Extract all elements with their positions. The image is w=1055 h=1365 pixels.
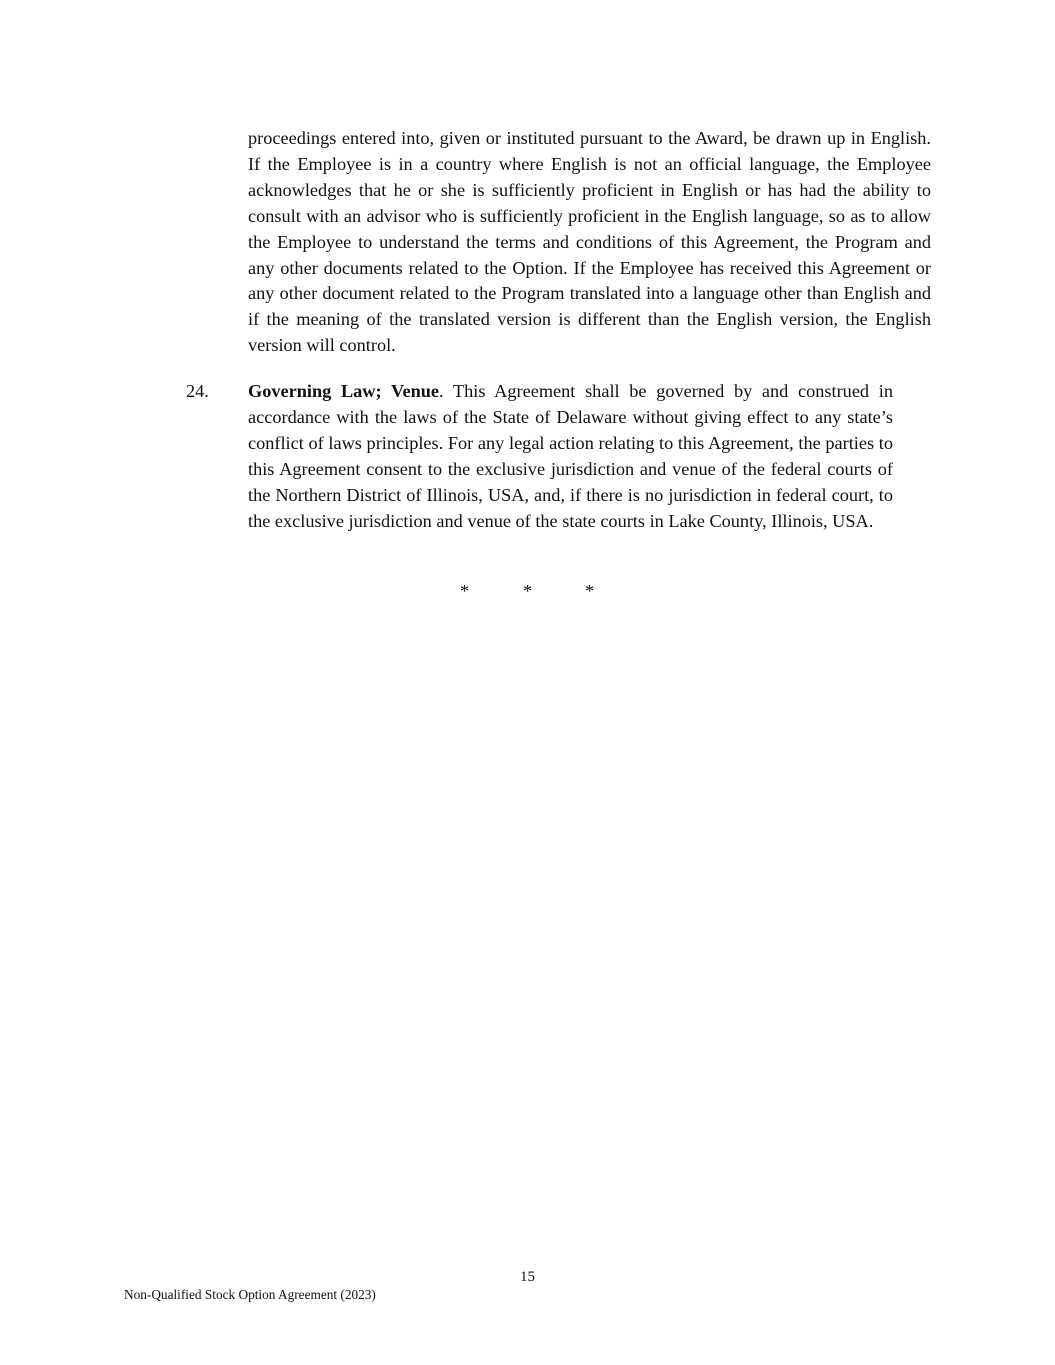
section-separator (450, 581, 610, 605)
footer-document-title: Non-Qualified Stock Option Agreement (2023) (124, 1287, 376, 1302)
asterisk: * (523, 581, 533, 601)
section-heading: Governing Law; Venue (248, 381, 440, 401)
section-heading-punct: . (439, 381, 444, 401)
asterisk: * (460, 581, 470, 601)
section-text: This Agreement shall be governed by and construed in accordance with the laws of the State of Delaware without giving effect to any state’s conflict of laws principles. For any legal action relating to this Agreement, the parties to this Agreement consent to the exclusive jurisdiction and venue of the federal courts of the Northern District of Illinois, USA, and, if there is no jurisdiction in federal court, to the exclusive jurisdiction and venue of the state courts in Lake County, Illinois, USA. (248, 381, 893, 531)
section-body (248, 379, 893, 534)
asterisk: * (585, 581, 595, 601)
section-number: 24. (186, 381, 209, 401)
continuation-paragraph: proceedings entered into, given or instituted pursuant to the Award, be drawn up in English. If the Employee is in a country where English is not an official language, the Employee acknowledges that he or she is sufficiently proficient in English or has had the ability to consult with an advisor who is sufficiently proficient in the English language, so as to allow the Employee to understand the terms and conditions of this Agreement, the Program and any other documents related to the Option. If the Employee has received this Agreement or any other document related to the Program translated into a language other than English and if the meaning of the translated version is different than the English version, the English version will control. (248, 128, 931, 356)
page-number: 15 (520, 1269, 535, 1285)
